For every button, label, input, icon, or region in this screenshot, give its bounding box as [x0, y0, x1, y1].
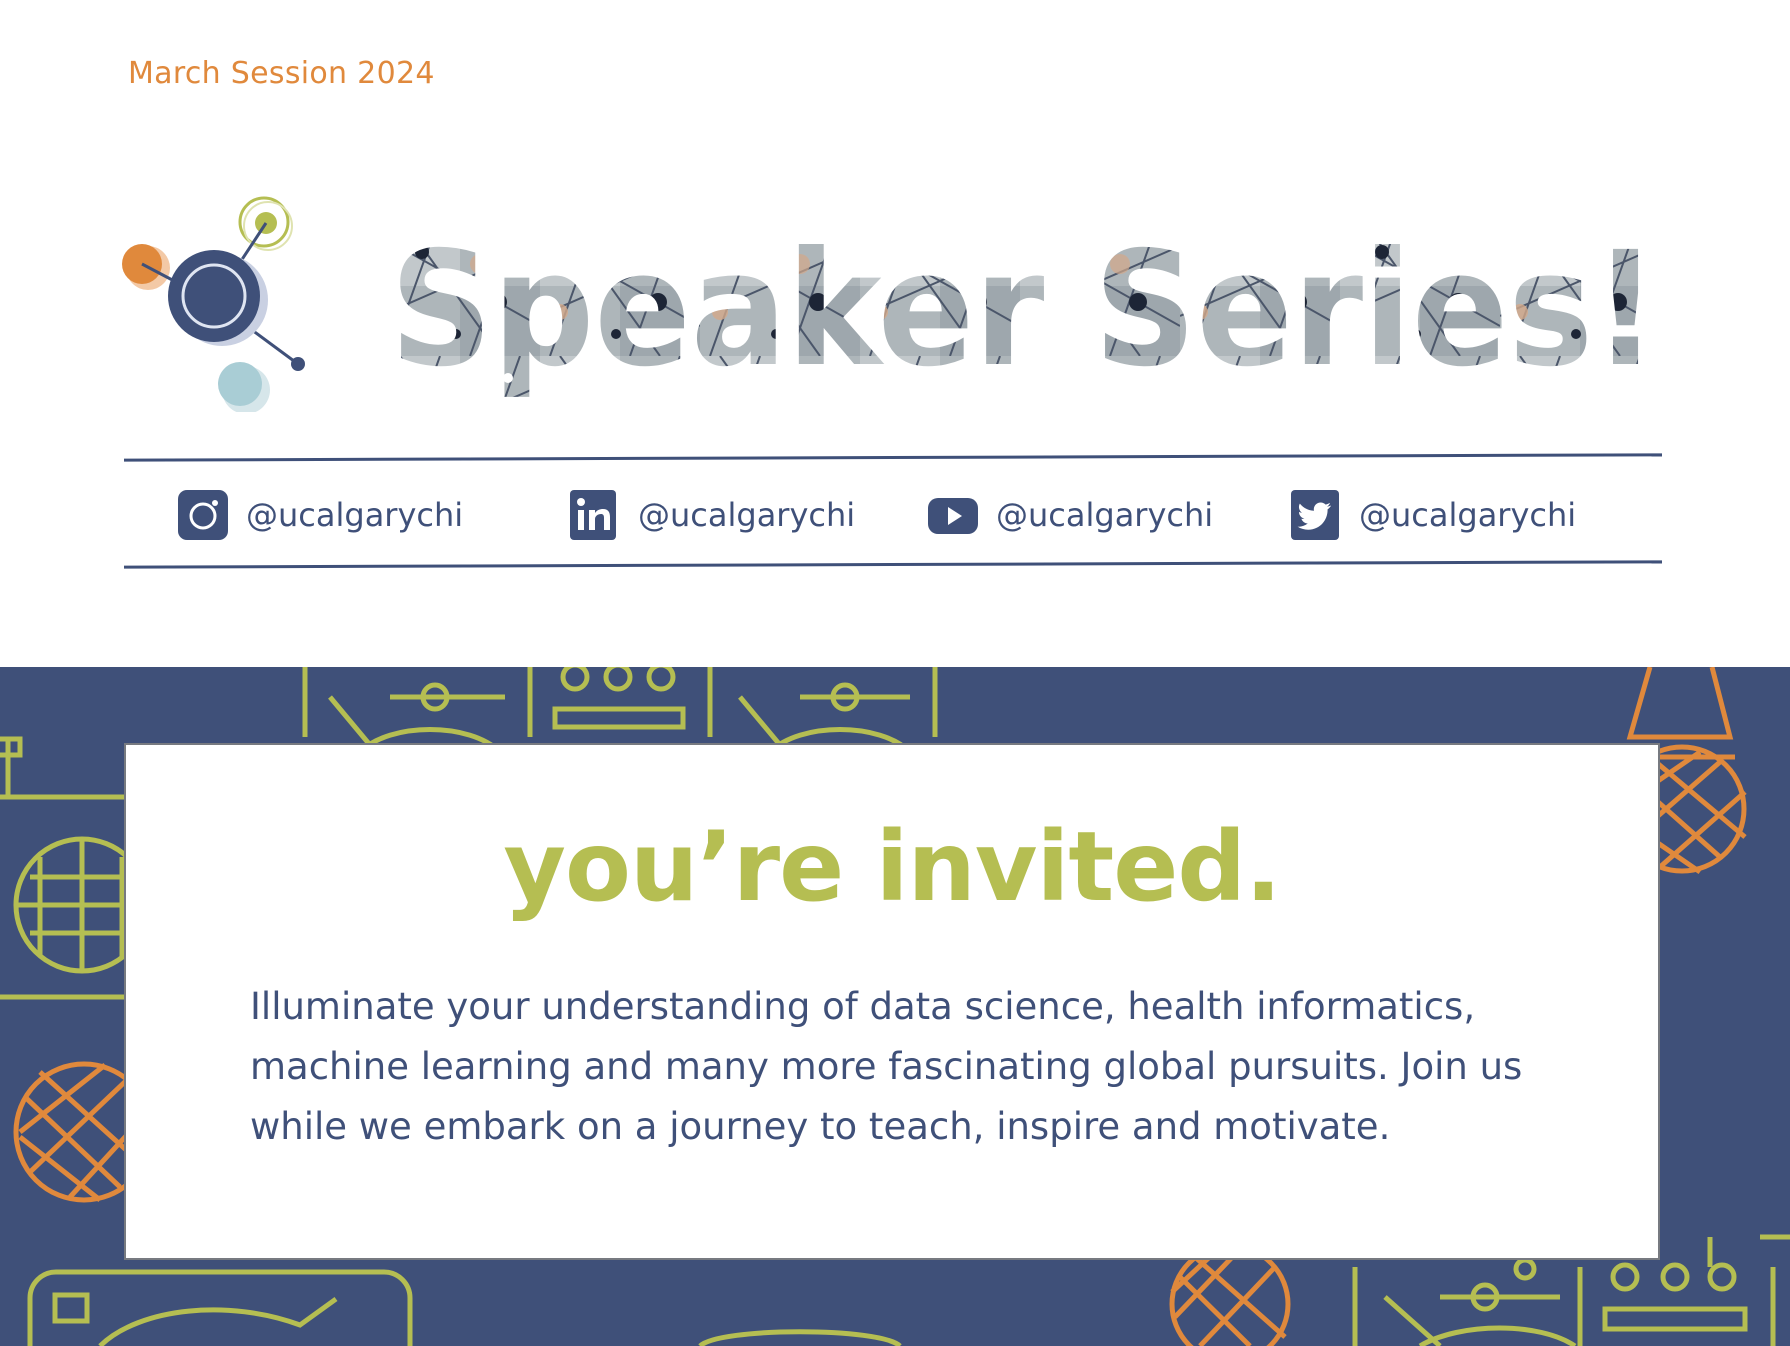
- bottom-divider: [124, 560, 1662, 568]
- speaker-series-title: [380, 216, 1680, 416]
- instagram-handle: @ucalgarychi: [246, 496, 464, 534]
- session-label: March Session 2024: [128, 56, 435, 91]
- molecule-logo-icon: [118, 192, 308, 412]
- social-youtube[interactable]: [928, 490, 1213, 540]
- invite-card: [124, 743, 1660, 1260]
- social-twitter[interactable]: [1291, 490, 1576, 540]
- invite-body: Illuminate your understanding of data science, health informatics, machine learning and many more fascinating global pursuits. Join us while we embark on a journey to teach, inspire and motivate.: [250, 985, 1523, 1148]
- twitter-handle: @ucalgarychi: [1359, 496, 1577, 534]
- twitter-icon: [1291, 490, 1341, 540]
- title-text: Speaker Series!: [390, 218, 1658, 402]
- top-divider: [124, 453, 1662, 461]
- linkedin-icon: [570, 490, 620, 540]
- linkedin-handle: @ucalgarychi: [638, 496, 856, 534]
- invite-heading: you’re invited.: [503, 811, 1281, 923]
- social-instagram[interactable]: [178, 490, 463, 540]
- youtube-icon: [928, 490, 978, 540]
- youtube-handle: @ucalgarychi: [996, 496, 1214, 534]
- instagram-icon: [178, 490, 228, 540]
- social-linkedin[interactable]: [570, 490, 855, 540]
